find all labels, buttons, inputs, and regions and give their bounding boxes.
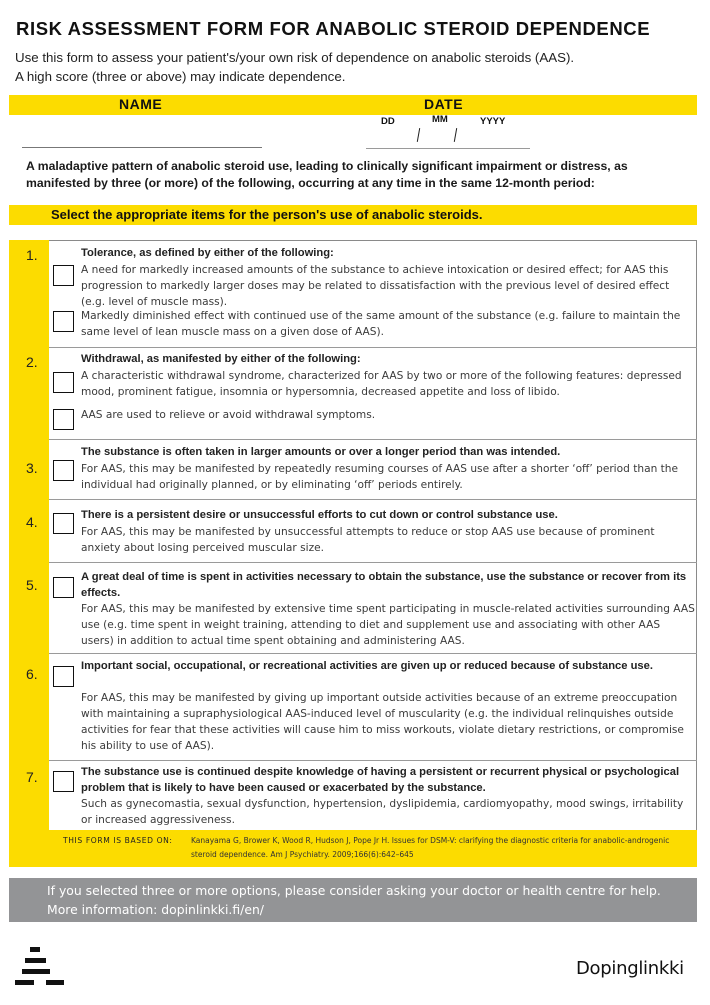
- date-input-field[interactable]: [366, 148, 530, 149]
- criterion-item-4: [26, 500, 697, 563]
- advice-banner: [9, 878, 697, 922]
- item-title: The substance is often taken in larger amounts or over a longer period than was intended.: [81, 446, 561, 458]
- criterion-7-checkbox[interactable]: [53, 771, 74, 792]
- item-option-text: A need for markedly increased amounts of the substance to achieve intoxication or desired effect; for AAS this progression to markedly larger doses may be related to dissatisfaction with the previous level of desired effect (e.g. level of muscle mass).: [81, 264, 670, 308]
- criteria-intro: A maladaptive pattern of anabolic steroid use, leading to clinically significant impairment or distress, as manifested by three (or more) of the following, occurring at any time in the same 12-month period:: [26, 159, 628, 190]
- select-instruction-bar: [9, 205, 697, 225]
- advice-text: If you selected three or more options, please consider asking your doctor or health centre for help. More information: dopinlinkki.fi/en/: [47, 883, 661, 917]
- criterion-1a-checkbox[interactable]: [53, 265, 74, 286]
- criterion-item-3: [26, 440, 697, 500]
- item-title: There is a persistent desire or unsuccessful efforts to cut down or control substance use.: [81, 509, 558, 521]
- criterion-1b-checkbox[interactable]: [53, 311, 74, 332]
- logo-bar: [30, 947, 40, 952]
- logo-bar: [25, 958, 46, 963]
- item-title: Tolerance, as defined by either of the following:: [81, 247, 334, 259]
- item-option-text: Markedly diminished effect with continued use of the same amount of the substance (e.g. failure to maintain the same level of lean muscle mass on a given dose of AAS).: [81, 310, 681, 338]
- intro-text: [15, 48, 574, 86]
- item-title: Important social, occupational, or recreational activities are given up or reduced because of substance use.: [81, 660, 653, 672]
- item-title: A great deal of time is spent in activities necessary to obtain the substance, use the substance or recover from its effects.: [81, 571, 687, 599]
- intro-line-2: A high score (three or above) may indicate dependence.: [15, 69, 346, 84]
- item-number: 6.: [26, 666, 38, 682]
- page-title: RISK ASSESSMENT FORM FOR ANABOLIC STEROID DEPENDENCE: [16, 18, 651, 39]
- intro-line-1: Use this form to assess your patient's/your own risk of dependence on anabolic steroids (AAS).: [15, 50, 575, 65]
- brand-wordmark: Dopinglinkki: [576, 958, 684, 979]
- name-label: NAME: [119, 96, 163, 112]
- item-description: For AAS, this may be manifested by unsuccessful attempts to reduce or stop AAS use because of prominent anxiety about losing perceived muscular size.: [81, 526, 655, 554]
- date-separator: [454, 128, 457, 142]
- item-option-text: AAS are used to relieve or avoid withdrawal symptoms.: [81, 409, 376, 421]
- name-input-field[interactable]: [22, 147, 262, 148]
- stacked-bars-logo-icon: [14, 947, 64, 989]
- item-number: 4.: [26, 514, 38, 530]
- item-option-text: A characteristic withdrawal syndrome, characterized for AAS by two or more of the following features: depressed mood, prominent fatigue, insomnia or hypersomnia, decreased appetite and loss of libido.: [81, 370, 682, 398]
- item-description: For AAS, this may be manifested by repeatedly resuming courses of AAS use after a shorter ‘off’ period than the individual had originally planned, or by eliminating ‘off’ periods entirely.: [81, 463, 679, 491]
- reference-label: THIS FORM IS BASED ON:: [63, 836, 173, 845]
- criterion-3-checkbox[interactable]: [53, 460, 74, 481]
- criterion-2a-checkbox[interactable]: [53, 372, 74, 393]
- item-description: For AAS, this may be manifested by extensive time spent participating in muscle-related activities surrounding AAS use (e.g. time spent in weight training, attending to diet and supplement use and associating with other AAS users) in addition to actual time spent obtaining and administering AAS.: [81, 603, 695, 647]
- criterion-5-checkbox[interactable]: [53, 577, 74, 598]
- criterion-2b-checkbox[interactable]: [53, 409, 74, 430]
- criteria-list: [26, 240, 697, 830]
- criterion-item-5: [26, 563, 697, 654]
- logo-bar: [15, 980, 34, 985]
- item-description: Such as gynecomastia, sexual dysfunction, hypertension, dyslipidemia, cardiomyopathy, mood swings, irritability or increased aggressiveness.: [81, 798, 684, 826]
- item-number: 5.: [26, 577, 38, 593]
- date-year-label: YYYY: [480, 116, 506, 127]
- item-title: Withdrawal, as manifested by either of the following:: [81, 353, 361, 365]
- criterion-4-checkbox[interactable]: [53, 513, 74, 534]
- logo-bar: [46, 980, 64, 985]
- criterion-6-checkbox[interactable]: [53, 666, 74, 687]
- item-number: 1.: [26, 247, 38, 263]
- name-date-header-bar: [9, 95, 697, 115]
- item-number: 7.: [26, 769, 38, 785]
- criterion-item-2: [26, 348, 697, 440]
- criterion-item-1: [26, 241, 697, 348]
- criteria-form: [9, 240, 697, 867]
- item-description: For AAS, this may be manifested by giving up important outside activities because of an extreme preoccupation with maintaining a supraphysiological AAS-induced level of muscularity (e.g. the individual relinquishes outside activities for fear that these activities will cause him to miss workouts, violate dietary restrictions, or compromise his ability to use of AAS).: [81, 692, 684, 752]
- date-month-label: MM: [432, 114, 448, 125]
- select-instruction: Select the appropriate items for the person's use of anabolic steroids.: [51, 207, 483, 222]
- item-title: The substance use is continued despite knowledge of having a persistent or recurrent physical or psychological problem that is likely to have been caused or exacerbated by the substance.: [81, 766, 680, 794]
- date-day-label: DD: [381, 116, 395, 127]
- logo-bar: [22, 969, 50, 974]
- item-number: 3.: [26, 460, 38, 476]
- date-separator: [417, 128, 420, 142]
- criterion-item-7: [26, 761, 697, 831]
- date-label: DATE: [424, 96, 464, 112]
- item-number: 2.: [26, 354, 38, 370]
- criterion-item-6: [26, 654, 697, 761]
- reference-citation: Kanayama G, Brower K, Wood R, Hudson J, Pope Jr H. Issues for DSM-V: clarifying the diagnostic criteria for anabolic-androgenic steroid dependence. Am J Psychiatry. 2009;166(6):642–645: [191, 836, 670, 859]
